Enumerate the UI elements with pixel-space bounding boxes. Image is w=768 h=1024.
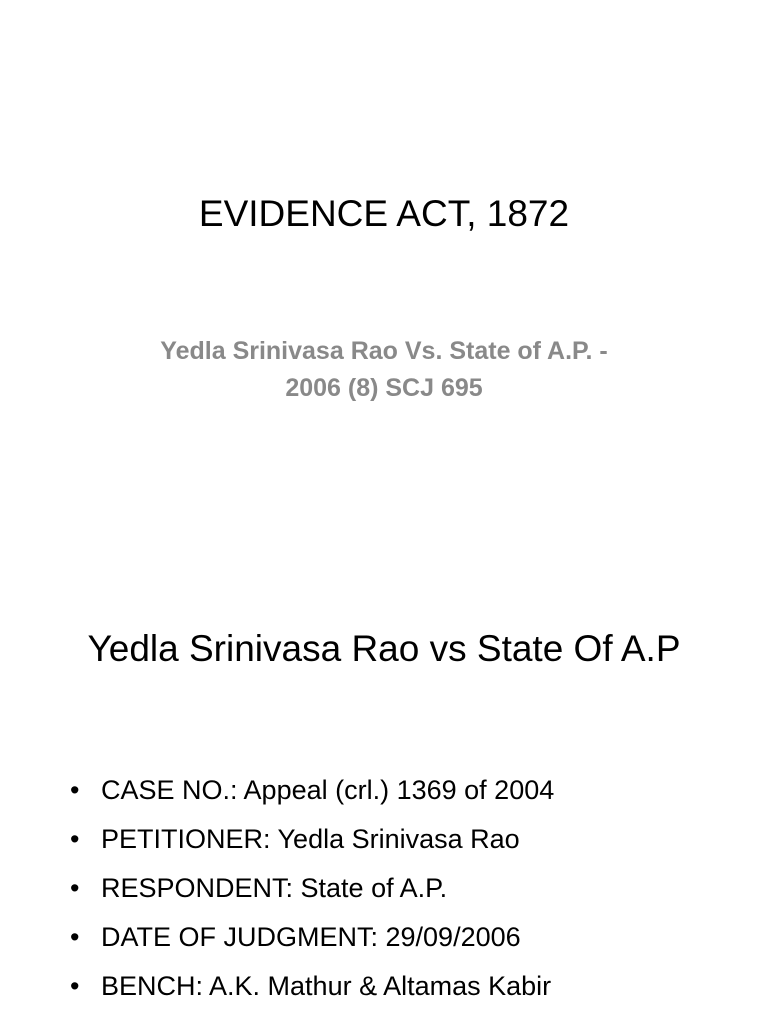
bench-text: BENCH: A.K. Mathur & Altamas Kabir [101, 971, 552, 1001]
bullet-icon: • [70, 922, 80, 952]
bullet-icon: • [70, 775, 80, 805]
slide-subtitle [84, 333, 684, 407]
petitioner-text: PETITIONER: Yedla Srinivasa Rao [101, 824, 520, 854]
bullet-icon: • [70, 824, 80, 854]
list-item-case-no [70, 766, 554, 815]
respondent-text: RESPONDENT: State of A.P. [101, 873, 448, 903]
list-item-date-of-judgment [70, 913, 554, 962]
bullet-icon: • [70, 971, 80, 1001]
slide-case-details [0, 576, 768, 1024]
case-details-list [70, 766, 554, 1011]
subtitle-line-1: Yedla Srinivasa Rao Vs. State of A.P. - [160, 337, 608, 365]
list-item-respondent [70, 864, 554, 913]
list-item-bench [70, 962, 554, 1011]
bullet-icon: • [70, 873, 80, 903]
case-no-text: CASE NO.: Appeal (crl.) 1369 of 2004 [101, 775, 555, 805]
list-item-petitioner [70, 815, 554, 864]
case-heading: Yedla Srinivasa Rao vs State Of A.P [87, 628, 681, 669]
date-of-judgment-text: DATE OF JUDGMENT: 29/09/2006 [101, 922, 521, 952]
slide-title-heading: EVIDENCE ACT, 1872 [198, 193, 570, 234]
subtitle-line-2: 2006 (8) SCJ 695 [285, 374, 483, 402]
